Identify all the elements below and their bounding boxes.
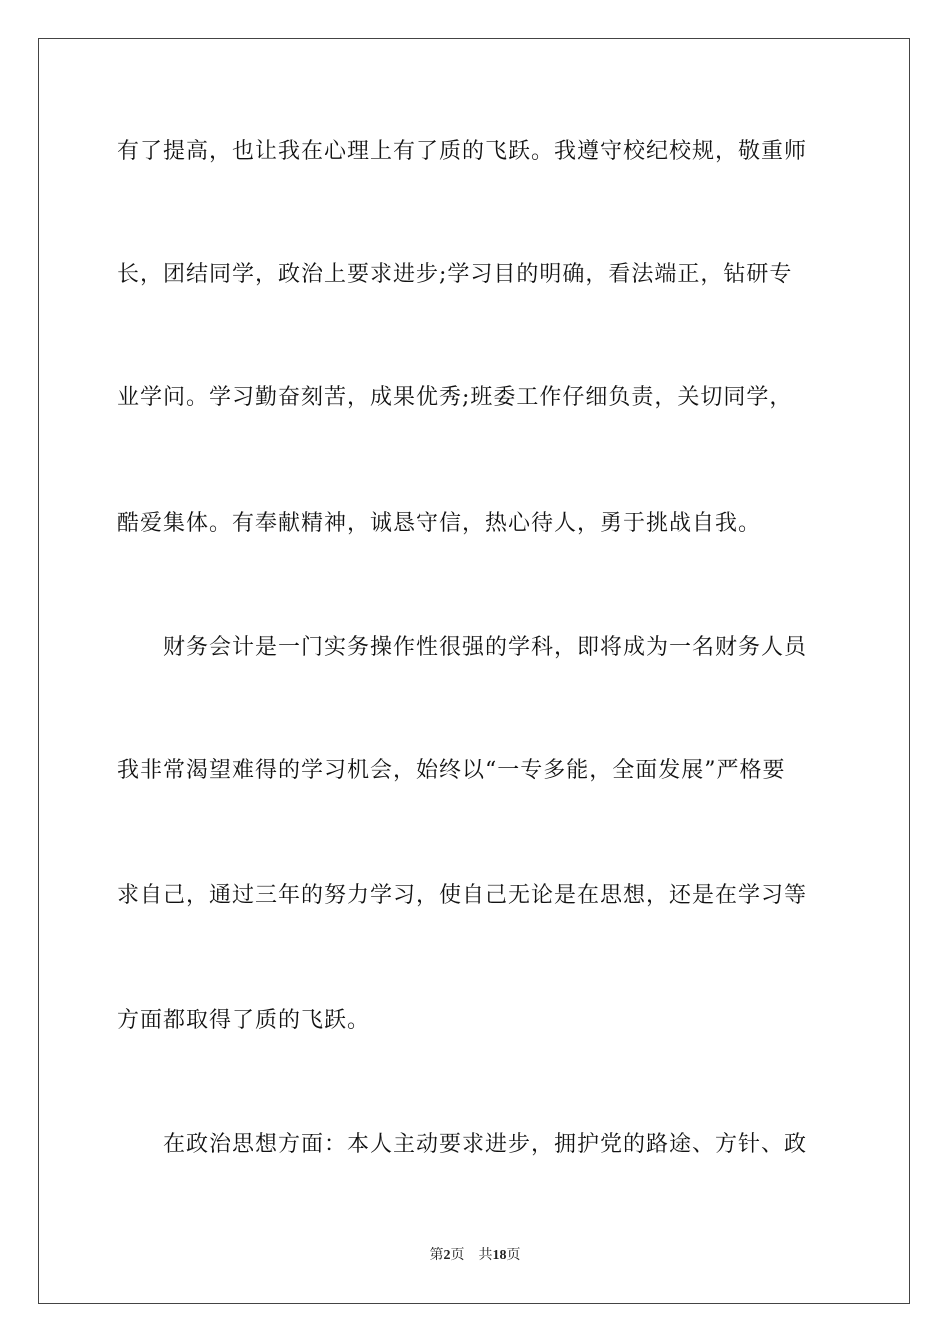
body-text-line: 我非常渴望难得的学习机会，始终以“一专多能，全面发展”严格要 — [117, 758, 786, 783]
body-text-line: 有了提高，也让我在心理上有了质的飞跃。我遵守校纪校规，敬重师 — [117, 139, 808, 164]
page-footer — [0, 1246, 950, 1265]
body-text-line: 酷爱集体。有奉献精神，诚恳守信，热心待人，勇于挑战自我。 — [117, 511, 762, 536]
body-text-line: 业学问。学习勤奋刻苦，成果优秀;班委工作仔细负责，关切同学， — [117, 385, 793, 410]
page-number: 2 — [443, 1248, 451, 1263]
body-text-line: 长，团结同学，政治上要求进步;学习目的明确，看法端正，钻研专 — [117, 262, 793, 287]
paragraph-start-line: 财务会计是一门实务操作性很强的学科，即将成为一名财务人员 — [163, 635, 808, 660]
body-text-line: 求自己，通过三年的努力学习，使自己无论是在思想，还是在学习等 — [117, 883, 808, 908]
page-prefix: 第 — [429, 1247, 444, 1263]
total-prefix: 共 — [478, 1247, 493, 1263]
body-text-line: 方面都取得了质的飞跃。 — [117, 1008, 371, 1033]
total-pages: 18 — [492, 1248, 507, 1263]
paragraph-start-line: 在政治思想方面：本人主动要求进步，拥护党的路途、方针、政 — [163, 1132, 808, 1157]
page-border — [38, 38, 910, 1304]
total-suffix: 页 — [506, 1247, 521, 1263]
page-suffix: 页 — [450, 1247, 465, 1263]
